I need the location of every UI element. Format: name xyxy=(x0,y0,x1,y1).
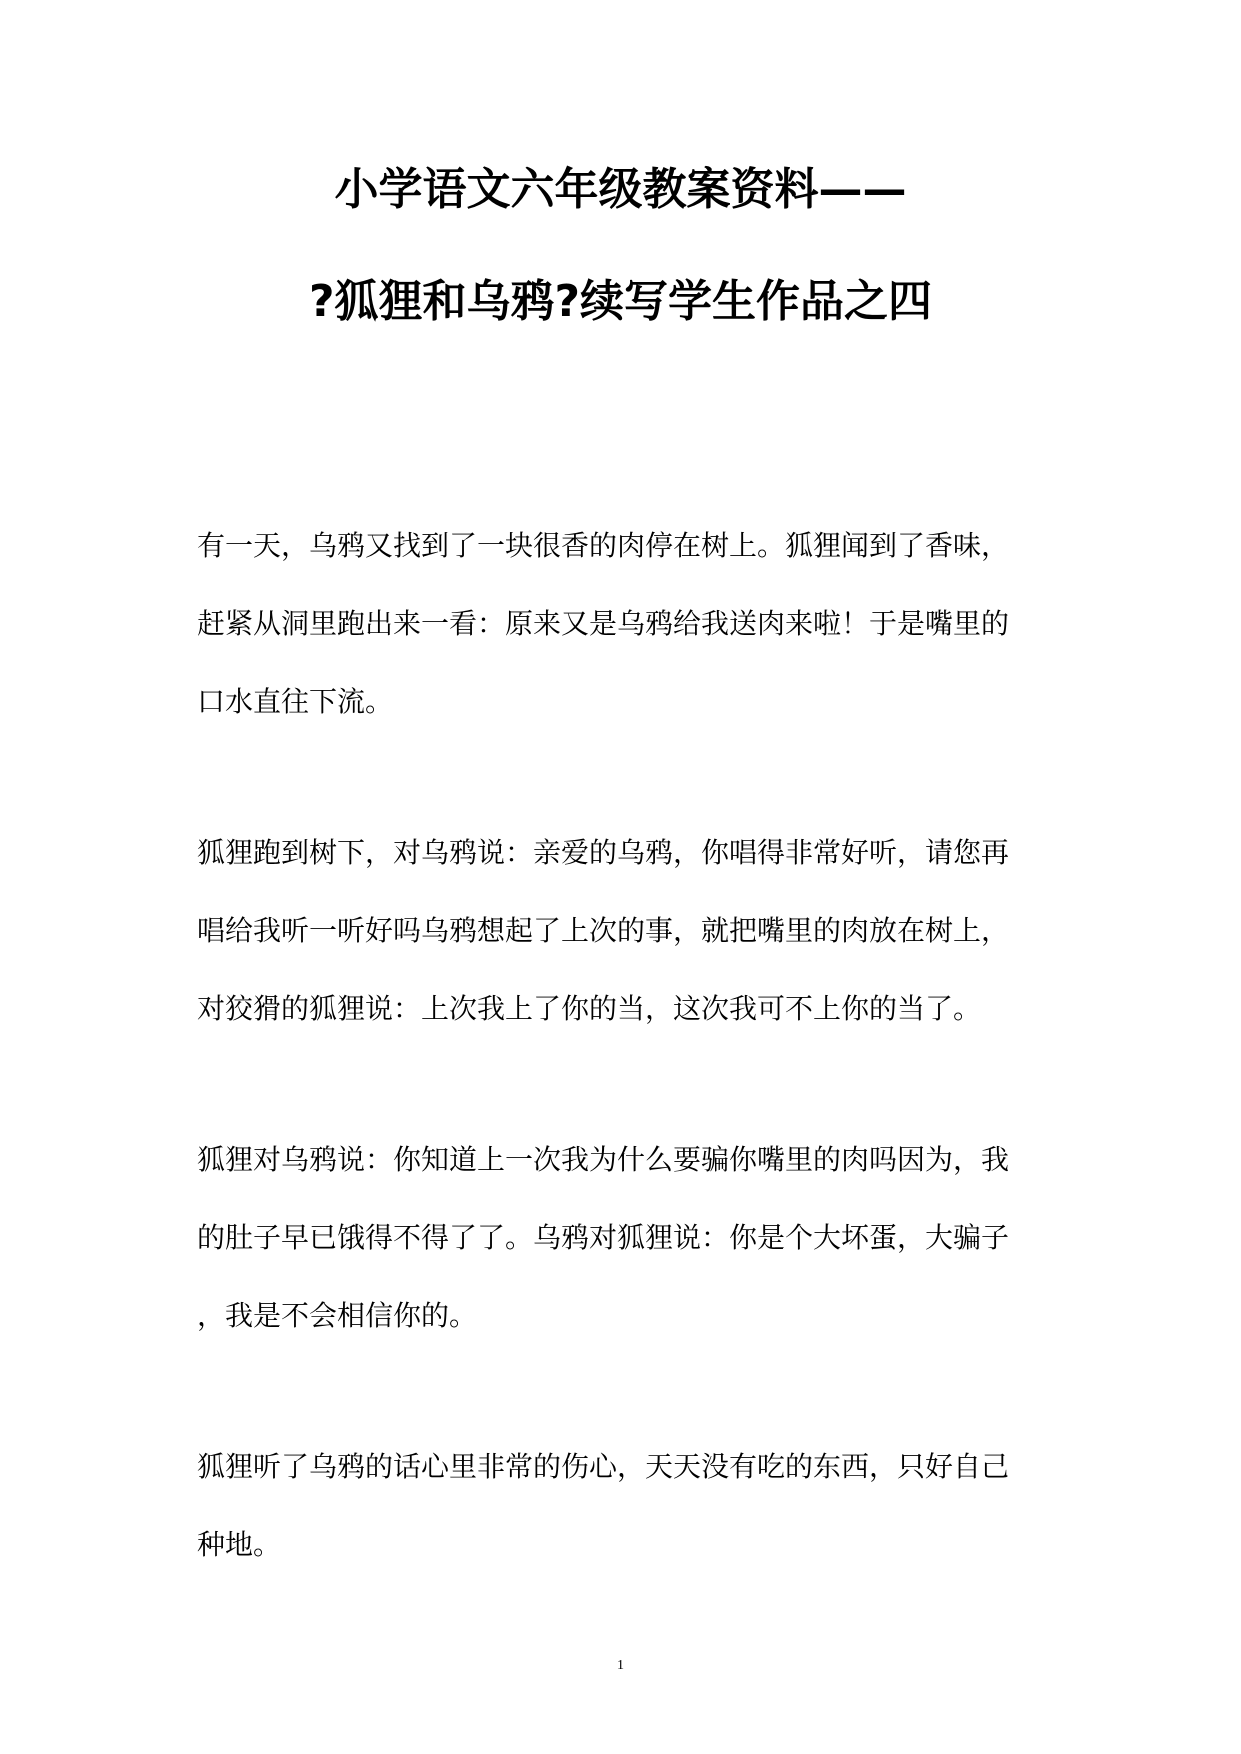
paragraph-line: 的肚子早已饿得不得了了。乌鸦对狐狸说：你是个大坏蛋，大骗子 xyxy=(197,1221,1010,1254)
paragraph-line: 对狡猾的狐狸说：上次我上了你的当，这次我可不上你的当了。 xyxy=(197,992,982,1025)
paragraph-line: 种地。 xyxy=(197,1528,282,1561)
paragraph-line: 狐狸听了乌鸦的话心里非常的伤心，天天没有吃的东西，只好自己 xyxy=(197,1450,1010,1483)
paragraph-line: 唱给我听一听好吗乌鸦想起了上次的事，就把嘴里的肉放在树上， xyxy=(197,914,1010,947)
page-number: 1 xyxy=(617,1658,624,1673)
document-title-line-2: ?狐狸和乌鸦?续写学生作品之四 xyxy=(308,276,933,327)
paragraph-line: 有一天，乌鸦又找到了一块很香的肉停在树上。狐狸闻到了香味， xyxy=(197,529,1010,562)
paragraph-line: 口水直往下流。 xyxy=(197,685,394,718)
document-title-line-1: 小学语文六年级教案资料—— xyxy=(334,164,907,215)
paragraph-line: 狐狸跑到树下，对乌鸦说：亲爱的乌鸦，你唱得非常好听，请您再 xyxy=(197,836,1010,869)
paragraph-line: ，我是不会相信你的。 xyxy=(197,1299,478,1332)
paragraph-line: 赶紧从洞里跑出来一看：原来又是乌鸦给我送肉来啦！于是嘴里的 xyxy=(197,607,1010,640)
paragraph-line: 狐狸对乌鸦说：你知道上一次我为什么要骗你嘴里的肉吗因为，我 xyxy=(197,1143,1010,1176)
